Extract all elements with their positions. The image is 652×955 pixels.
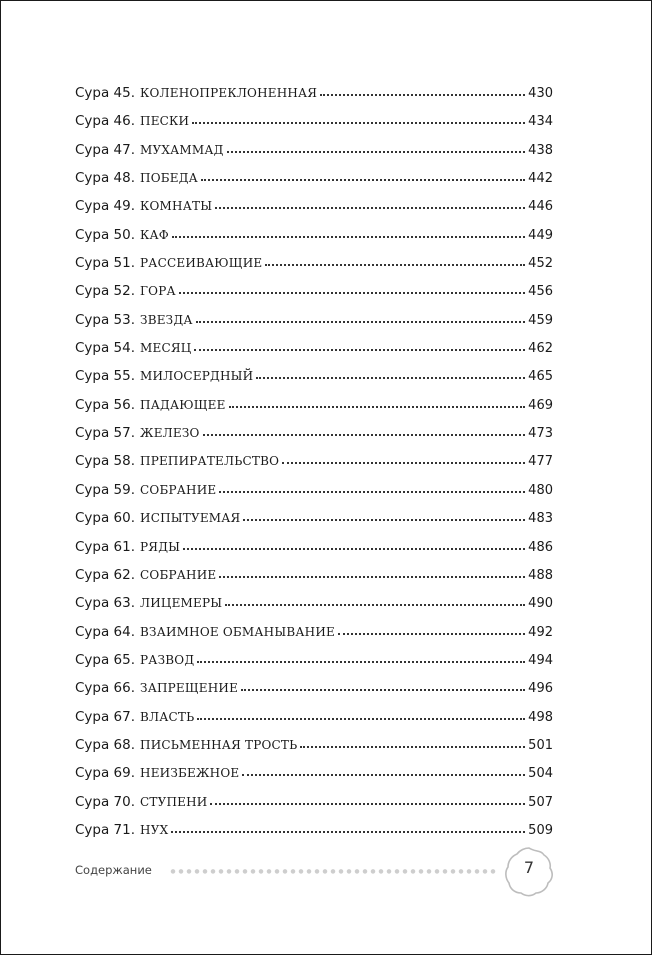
- toc-entry-page: 434: [528, 114, 553, 130]
- toc-entry-number: Сура 58.: [75, 453, 136, 470]
- toc-entry: [75, 283, 553, 311]
- toc-entry-number: Сура 65.: [75, 651, 136, 668]
- toc-entry-page: 507: [528, 794, 553, 810]
- toc-entry-title: ПРЕПИРАТЕЛЬСТВО: [140, 454, 280, 469]
- toc-entry-number: Сура 56.: [75, 396, 136, 413]
- toc-entry: [75, 340, 553, 368]
- toc-entry-number: Сура 60.: [75, 510, 136, 527]
- dot-leader: [197, 661, 525, 663]
- dot-leader: [300, 746, 525, 748]
- dot-leader: [197, 718, 525, 720]
- toc-entry-title: СОБРАНИЕ: [140, 482, 217, 497]
- dot-leader: [179, 292, 525, 294]
- toc-entry-number: Сура 49.: [75, 198, 136, 215]
- toc-entry-page: 486: [528, 539, 553, 555]
- toc-entry: [75, 453, 553, 481]
- toc-entry-title: ИСПЫТУЕМАЯ: [140, 511, 241, 526]
- dot-leader: [172, 236, 525, 238]
- toc-entry-page: 504: [528, 766, 553, 782]
- toc-entry: [75, 198, 553, 226]
- toc-entry-title: СОБРАНИЕ: [140, 567, 217, 582]
- toc-entry-title: ПАДАЮЩЕЕ: [140, 397, 226, 412]
- toc-entry-page: 459: [528, 312, 553, 328]
- toc-entry-number: Сура 57.: [75, 425, 136, 442]
- toc-entry-title: ГОРА: [140, 284, 176, 299]
- dot-leader: [338, 633, 525, 635]
- toc-entry-title: ЛИЦЕМЕРЫ: [140, 596, 223, 611]
- toc-entry-title: МУХАММАД: [140, 142, 224, 157]
- toc-entry-number: Сура 66.: [75, 680, 136, 697]
- toc-entry-number: Сура 64.: [75, 623, 136, 640]
- toc-entry-number: Сура 50.: [75, 226, 136, 243]
- toc-entry-number: Сура 51.: [75, 255, 136, 272]
- dot-leader: [210, 803, 525, 805]
- toc-entry-title: РЯДЫ: [140, 539, 181, 554]
- toc-entry-page: 496: [528, 681, 553, 697]
- toc-entry-page: 480: [528, 482, 553, 498]
- toc-entry: [75, 227, 553, 255]
- dot-leader: [229, 406, 526, 408]
- toc-entry-title: ПИСЬМЕННАЯ ТРОСТЬ: [140, 737, 298, 752]
- ornament-divider: [169, 863, 497, 877]
- toc-entry-page: 473: [528, 426, 553, 442]
- toc-entry-number: Сура 61.: [75, 538, 136, 555]
- toc-entry-title: ЗВЕЗДА: [140, 312, 193, 327]
- toc-entry: [75, 142, 553, 170]
- toc-entry: [75, 709, 553, 737]
- toc-entry: [75, 255, 553, 283]
- toc-entry-number: Сура 70.: [75, 793, 136, 810]
- toc-entry-title: ВЛАСТЬ: [140, 709, 195, 724]
- dot-leader: [219, 491, 525, 493]
- toc-entry-title: МИЛОСЕРДНЫЙ: [140, 369, 254, 384]
- toc-entry-page: 501: [528, 737, 553, 753]
- toc-entry-page: 469: [528, 397, 553, 413]
- toc-entry-number: Сура 67.: [75, 708, 136, 725]
- dot-leader: [203, 434, 526, 436]
- toc-entry: [75, 680, 553, 708]
- toc-entry-title: КОМНАТЫ: [140, 199, 213, 214]
- toc-entry: [75, 595, 553, 623]
- toc-entry-number: Сура 71.: [75, 821, 136, 838]
- dot-leader: [242, 774, 525, 776]
- toc-entry-number: Сура 48.: [75, 170, 136, 187]
- dot-leader: [256, 377, 525, 379]
- toc-entry-title: РАССЕИВАЮЩИЕ: [140, 256, 263, 271]
- dot-leader: [201, 179, 525, 181]
- toc-entry: [75, 482, 553, 510]
- toc-entry-number: Сура 69.: [75, 765, 136, 782]
- dot-leader: [183, 548, 525, 550]
- toc-entry-number: Сура 45.: [75, 85, 136, 101]
- dot-leader: [219, 576, 525, 578]
- table-of-contents: [75, 85, 553, 850]
- toc-entry-title: ВЗАИМНОЕ ОБМАНЫВАНИЕ: [140, 624, 335, 639]
- dot-leader: [241, 689, 525, 691]
- toc-entry-page: 509: [528, 822, 553, 838]
- toc-entry-page: 462: [528, 341, 553, 357]
- toc-entry: [75, 765, 553, 793]
- toc-entry-number: Сура 52.: [75, 283, 136, 300]
- toc-entry: [75, 397, 553, 425]
- toc-entry-page: 446: [528, 199, 553, 215]
- dot-leader: [227, 151, 526, 153]
- toc-entry-number: Сура 54.: [75, 340, 136, 357]
- toc-entry: [75, 85, 553, 113]
- toc-entry: [75, 822, 553, 850]
- toc-entry-number: Сура 59.: [75, 481, 136, 498]
- toc-entry-page: 490: [528, 596, 553, 612]
- toc-entry-title: МЕСЯЦ: [140, 341, 192, 356]
- toc-entry-page: 483: [528, 511, 553, 527]
- toc-entry-page: 465: [528, 369, 553, 385]
- toc-entry-title: ПЕСКИ: [140, 114, 190, 129]
- dot-leader: [196, 321, 526, 323]
- toc-entry-page: 438: [528, 142, 553, 158]
- toc-entry: [75, 510, 553, 538]
- toc-entry-title: КОЛЕНОПРЕКЛОНЕННАЯ: [140, 86, 318, 100]
- toc-entry: [75, 312, 553, 340]
- toc-entry-page: 492: [528, 624, 553, 640]
- toc-entry: [75, 652, 553, 680]
- toc-entry-page: 488: [528, 567, 553, 583]
- toc-entry-title: ПОБЕДА: [140, 171, 198, 186]
- toc-entry-page: 456: [528, 284, 553, 300]
- toc-entry-page: 430: [528, 86, 553, 101]
- toc-entry-page: 442: [528, 171, 553, 187]
- dot-leader: [194, 349, 525, 351]
- toc-entry-title: СТУПЕНИ: [140, 794, 208, 809]
- toc-entry-number: Сура 68.: [75, 736, 136, 753]
- dot-leader: [171, 831, 525, 833]
- toc-entry-title: ЗАПРЕЩЕНИЕ: [140, 681, 239, 696]
- toc-entry: [75, 170, 553, 198]
- toc-entry-number: Сура 55.: [75, 368, 136, 385]
- toc-entry-page: 498: [528, 709, 553, 725]
- toc-entry-title: НЕИЗБЕЖНОЕ: [140, 766, 240, 781]
- toc-entry: [75, 368, 553, 396]
- toc-entry-number: Сура 46.: [75, 113, 136, 130]
- toc-entry-title: НУХ: [140, 822, 169, 837]
- dot-leader: [282, 462, 525, 464]
- dot-leader: [215, 207, 525, 209]
- page-number: 7: [523, 858, 535, 877]
- toc-entry-title: РАЗВОД: [140, 652, 195, 667]
- toc-entry-page: 477: [528, 454, 553, 470]
- dot-leader: [243, 519, 525, 521]
- toc-entry-page: 452: [528, 256, 553, 272]
- toc-entry: [75, 113, 553, 141]
- toc-entry-page: 494: [528, 652, 553, 668]
- toc-entry: [75, 539, 553, 567]
- toc-entry-page: 449: [528, 227, 553, 243]
- toc-entry-title: ЖЕЛЕЗО: [140, 426, 200, 441]
- dot-leader: [265, 264, 525, 266]
- toc-entry-number: Сура 53.: [75, 311, 136, 328]
- dot-leader: [320, 94, 525, 96]
- dot-leader: [225, 604, 525, 606]
- footer-section-label: Содержание: [75, 863, 152, 877]
- dot-leader: [192, 122, 525, 124]
- toc-entry: [75, 737, 553, 765]
- toc-entry-number: Сура 62.: [75, 566, 136, 583]
- toc-entry: [75, 794, 553, 822]
- toc-entry: [75, 567, 553, 595]
- toc-entry-number: Сура 47.: [75, 141, 136, 158]
- toc-entry-title: КАФ: [140, 227, 169, 242]
- toc-entry: [75, 425, 553, 453]
- toc-entry: [75, 624, 553, 652]
- toc-entry-number: Сура 63.: [75, 595, 136, 612]
